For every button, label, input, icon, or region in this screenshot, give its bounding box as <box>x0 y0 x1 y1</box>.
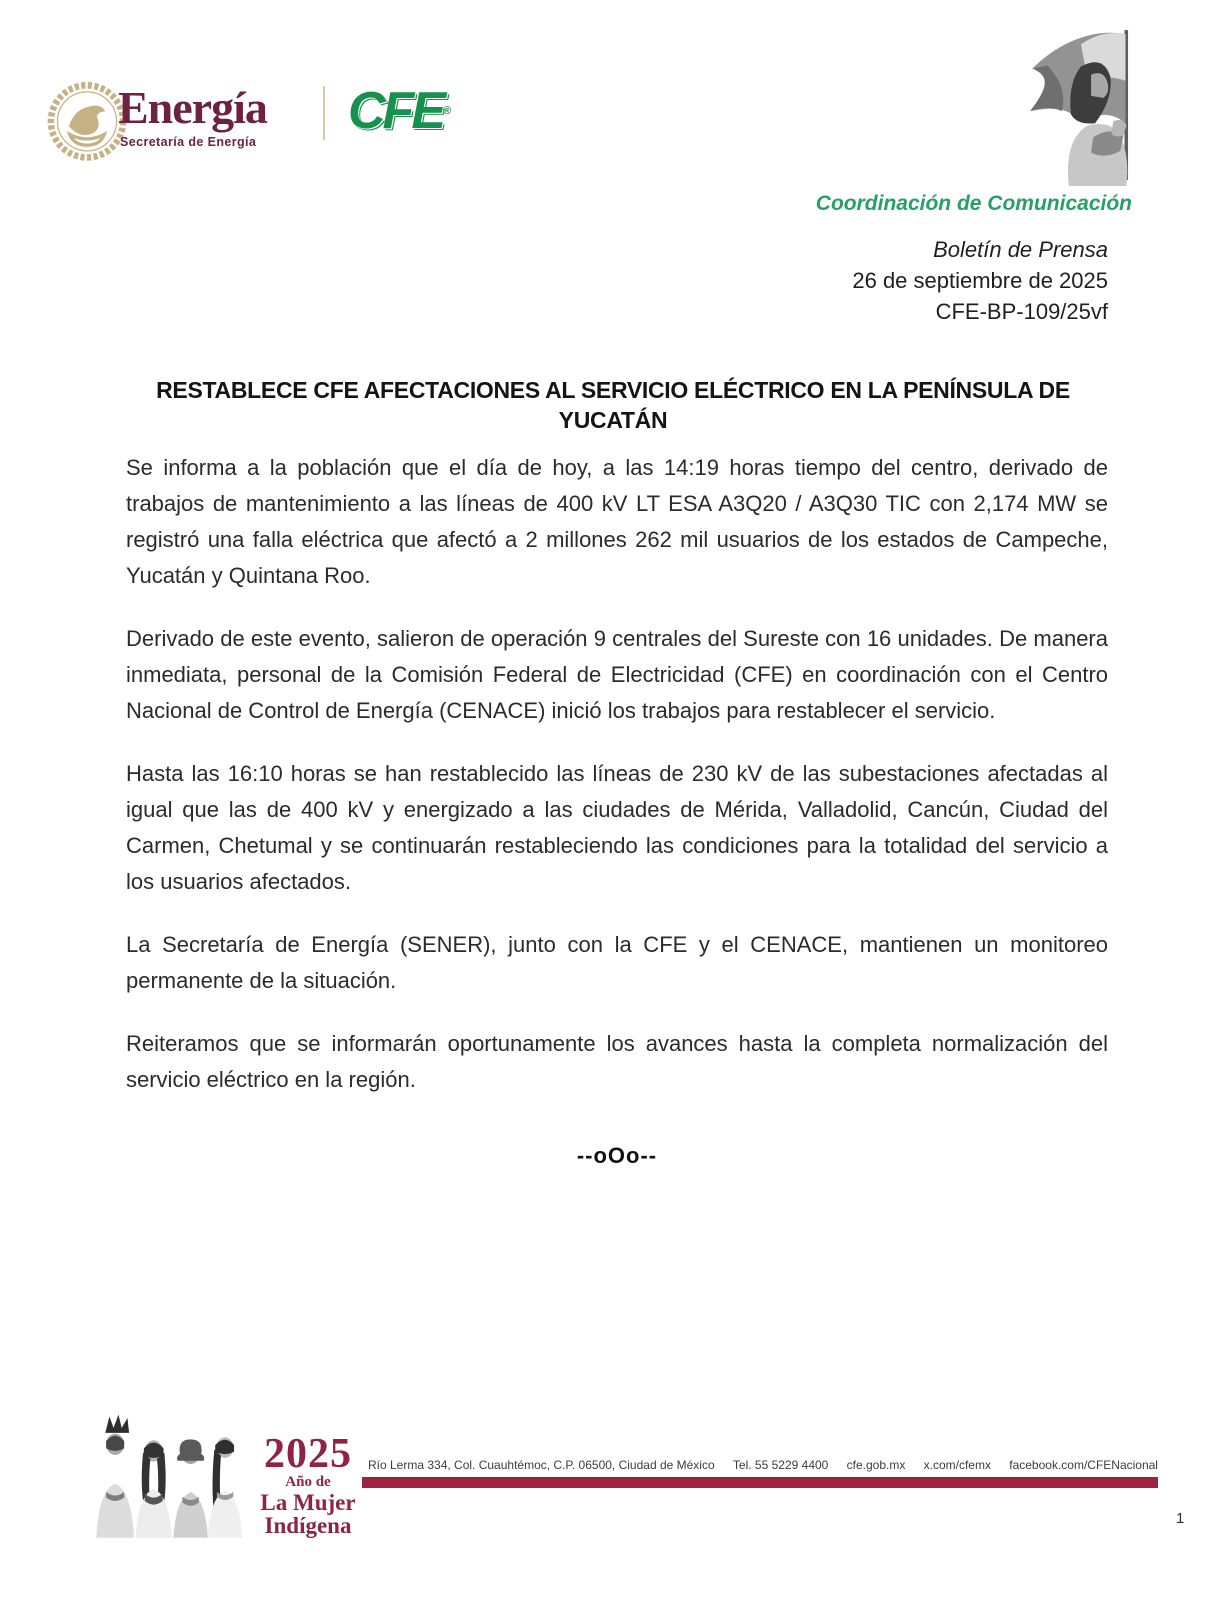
footer-accent-bar <box>362 1477 1158 1488</box>
energia-subtitle: Secretaría de Energía <box>120 135 257 149</box>
badge-year: 2025 <box>264 1431 352 1477</box>
page-title: RESTABLECE CFE AFECTACIONES AL SERVICIO ELÉCTRICO EN LA PENÍNSULA DE YUCATÁN <box>156 377 1070 434</box>
document-body <box>126 450 1108 1174</box>
document-type-label: Boletín de Prensa <box>933 237 1108 262</box>
badge-line1: Año de <box>285 1474 331 1490</box>
paragraph-5: Reiteramos que se informarán oportunamente los avances hasta la completa normalización del servicio eléctrico en la región. <box>126 1031 1108 1092</box>
paragraph-1: Se informa a la población que el día de hoy, a las 14:19 horas tiempo del centro, derivado de trabajos de mantenimiento a las líneas de 400 kV LT ESA A3Q20 / A3Q30 TIC con 2,174 MW se registró una falla eléctrica que afectó a 2 millones 262 mil usuarios de los estados de Campeche, Yucatán y Quintana Roo. <box>126 455 1108 588</box>
footer-address: Río Lerma 334, Col. Cuauhtémoc, C.P. 06500, Ciudad de México <box>368 1458 715 1472</box>
registered-mark: ® <box>443 105 452 117</box>
footer-phone: Tel. 55 5229 4400 <box>732 1458 829 1472</box>
paragraph-3: Hasta las 16:10 horas se han restablecido las líneas de 230 kV de las subestaciones afectadas al igual que las de 400 kV y energizado a las ciudades de Mérida, Valladolid, Cancún, Ciudad del Carmen, Chetumal y se continuarán restableciendo las condiciones para la totalidad del servicio a los usuarios afectados. <box>126 761 1108 894</box>
paragraph-2: Derivado de este evento, salieron de operación 9 centrales del Sureste con 16 unidades. De manera inmediata, personal de la Comisión Federal de Electricidad (CFE) en coordinación con el Centro Nacional de Control de Energía (CENACE) inició los trabajos para restablecer el servicio. <box>126 626 1108 723</box>
document-date: 26 de septiembre de 2025 <box>852 268 1108 293</box>
press-bulletin-block <box>852 234 1108 327</box>
woman-with-flag-image <box>1008 24 1160 186</box>
footer-facebook: facebook.com/CFENacional <box>1009 1458 1158 1472</box>
paragraph-4: La Secretaría de Energía (SENER), junto con la CFE y el CENACE, mantienen un monitoreo permanente de la situación. <box>126 932 1108 993</box>
communications-department-label: Coordinación de Comunicación <box>815 192 1132 215</box>
footer-contact-row <box>368 1458 1158 1472</box>
footer-website: cfe.gob.mx <box>846 1458 906 1472</box>
logo-divider <box>323 86 325 140</box>
footer-x-handle: x.com/cfemx <box>923 1458 991 1472</box>
indigenous-women-image <box>84 1408 248 1538</box>
energia-logo <box>118 84 267 149</box>
energia-wordmark: Energía <box>118 82 267 133</box>
page-number: 1 <box>1176 1510 1185 1527</box>
badge-line2: La Mujer <box>260 1490 356 1515</box>
year-2025-badge <box>250 1431 366 1538</box>
document-reference: CFE-BP-109/25vf <box>935 299 1108 324</box>
cfe-logo: CFE® <box>348 82 452 140</box>
closing-mark: --oOo-- <box>576 1143 658 1168</box>
badge-line3: Indígena <box>264 1513 352 1538</box>
